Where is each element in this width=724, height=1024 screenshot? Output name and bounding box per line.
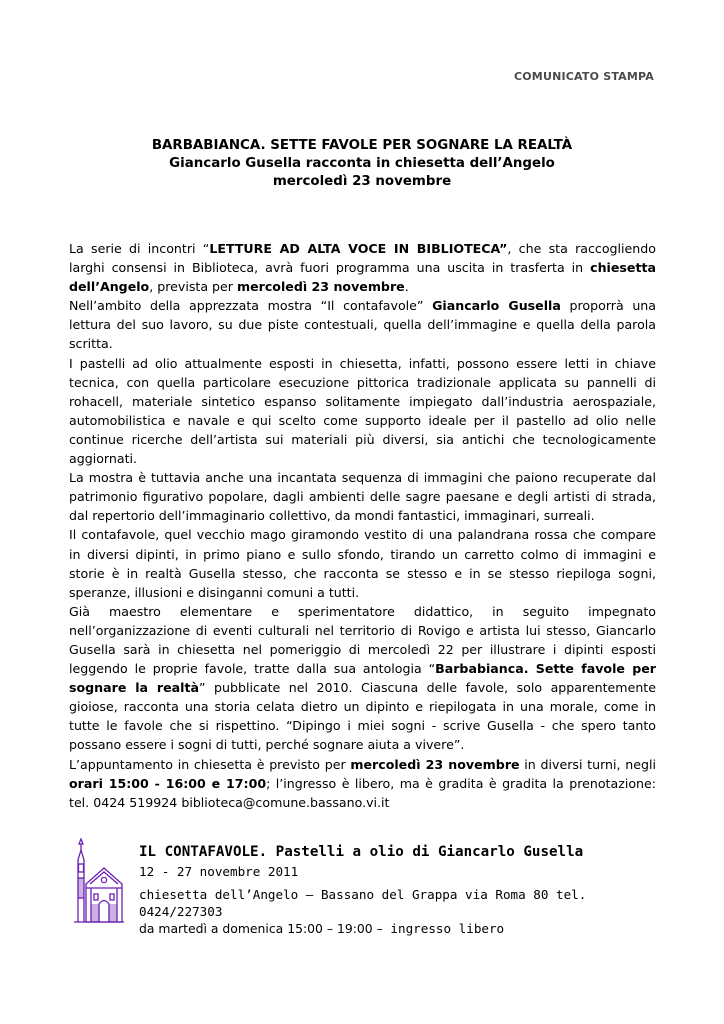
text-run: La serie di incontri “ <box>69 241 210 256</box>
text-run: . <box>404 279 409 295</box>
bold-run: mercoledì 23 novembre <box>236 279 405 295</box>
text-run: Già maestro elementare e sperimentatore didattico, in seguito impegnato nell’organizzazione di eventi culturali nel territorio di Rovigo e artista lui stesso, Giancarlo Gusella sarà in chiesetta nel pomeriggio di mercoledì 22 per illustrare i dipinti esposti leggendo le proprie favole, tratte dalla sua antologia “ <box>69 603 656 677</box>
bold-run: orari 15:00 - 16:00 e 17:00 <box>69 775 267 791</box>
press-release-title <box>0 137 724 191</box>
paragraph-4: La mostra è tuttavia anche una incantata sequenza di immagini che paiono recuperate dal patrimonio figurativo popolare, dagli ambienti delle sagre paesane e degli artisti di strada, dal repertorio dell’immaginario collettivo, da mondi fantastici, immaginari, surreali. <box>69 470 656 524</box>
paragraph-6 <box>69 602 656 755</box>
paragraph-2 <box>69 296 656 353</box>
exhibition-title: IL CONTAFAVOLE. Pastelli a olio di Giancarlo Gusella <box>139 844 584 860</box>
paragraph-7 <box>69 755 656 812</box>
text-run: Nell’ambito della apprezzata mostra “Il contafavole” <box>69 298 433 314</box>
text-run: ” pubblicate nel 2010. Ciascuna delle favole, solo apparentemente gioiose, racconta una storia celata dietro un dipinto e riepilogata in una morale, come in tutte le favole che si rispettino. “Dipingo i miei sogni - scrive Gusella - che spero tanto possano essere i sogni di tutti, perché sognare aiuta a vivere”. <box>69 680 656 753</box>
free-entry: ingresso libero <box>382 921 505 936</box>
document-type-label: COMUNICATO STAMPA <box>513 70 654 83</box>
text-run: in diversi turni, negli <box>519 756 656 772</box>
bold-run: Barbabianca. Sette favole per sognare la realtà <box>69 661 656 696</box>
bold-run: Giancarlo Gusella <box>432 298 561 314</box>
text-run: , prevista per <box>149 279 237 295</box>
exhibition-hours <box>139 920 670 937</box>
church-drawing-icon <box>70 838 126 924</box>
text-run: proporrà una lettura del suo lavoro, su due piste contestuali, quella dell’immagine e quella della parola scritta. <box>69 298 656 352</box>
bold-run: LETTURE AD ALTA VOCE IN BIBLIOTECA” <box>209 241 508 256</box>
opening-hours: da martedì a domenica 15:00 – 19:00 – <box>139 921 383 936</box>
bold-run: chiesetta dell’Angelo <box>69 260 656 295</box>
title-line-2: Giancarlo Gusella racconta in chiesetta dell’Angelo <box>169 156 555 171</box>
title-line-3: mercoledì 23 novembre <box>272 174 452 189</box>
exhibition-venue: chiesetta dell’Angelo – Bassano del Grappa via Roma 80 tel. 0424/227303 <box>139 887 587 919</box>
press-release-body <box>69 239 656 812</box>
paragraph-1 <box>69 239 656 296</box>
text-run: ; l’ingresso è libero, ma è gradita è gradita la prenotazione: tel. 0424 519924 biblioteca@comune.bassano.vi.it <box>69 775 657 810</box>
title-line-1: BARBABIANCA. SETTE FAVOLE PER SOGNARE LA REALTÀ <box>151 138 573 153</box>
paragraph-3: I pastelli ad olio attualmente esposti in chiesetta, infatti, possono essere letti in chiave tecnica, con quella particolare esecuzione pittorica tradizionale applicata su pannelli di rohacell, materiale sintetico espanso solitamente impiegato dall’industria aerospaziale, automobilistica e navale e qui scelto come supporto ideale per il pastello ad olio nelle continue ricerche dell’artista sui materiali più diversi, sia antichi che tecnologicamente aggiornati. <box>69 355 656 467</box>
text-run: L’appuntamento in chiesetta è previsto per <box>69 756 351 772</box>
paragraph-5: Il contafavole, quel vecchio mago giramondo vestito di una palandrana rossa che compare in diversi dipinti, in primo piano e sullo sfondo, tirando un carretto colmo di immagini e storie è in realtà Gusella stesso, che racconta se stesso e in se stesso riepiloga sogni, speranze, illusioni e disinganni comuni a tutti. <box>69 527 656 600</box>
exhibition-footer <box>70 838 670 936</box>
exhibition-dates: 12 - 27 novembre 2011 <box>139 864 299 879</box>
bold-run: mercoledì 23 novembre <box>350 756 520 772</box>
text-run: , che sta raccogliendo larghi consensi in Biblioteca, avrà fuori programma una uscita in trasferta in <box>69 241 656 276</box>
exhibition-info <box>139 838 670 937</box>
